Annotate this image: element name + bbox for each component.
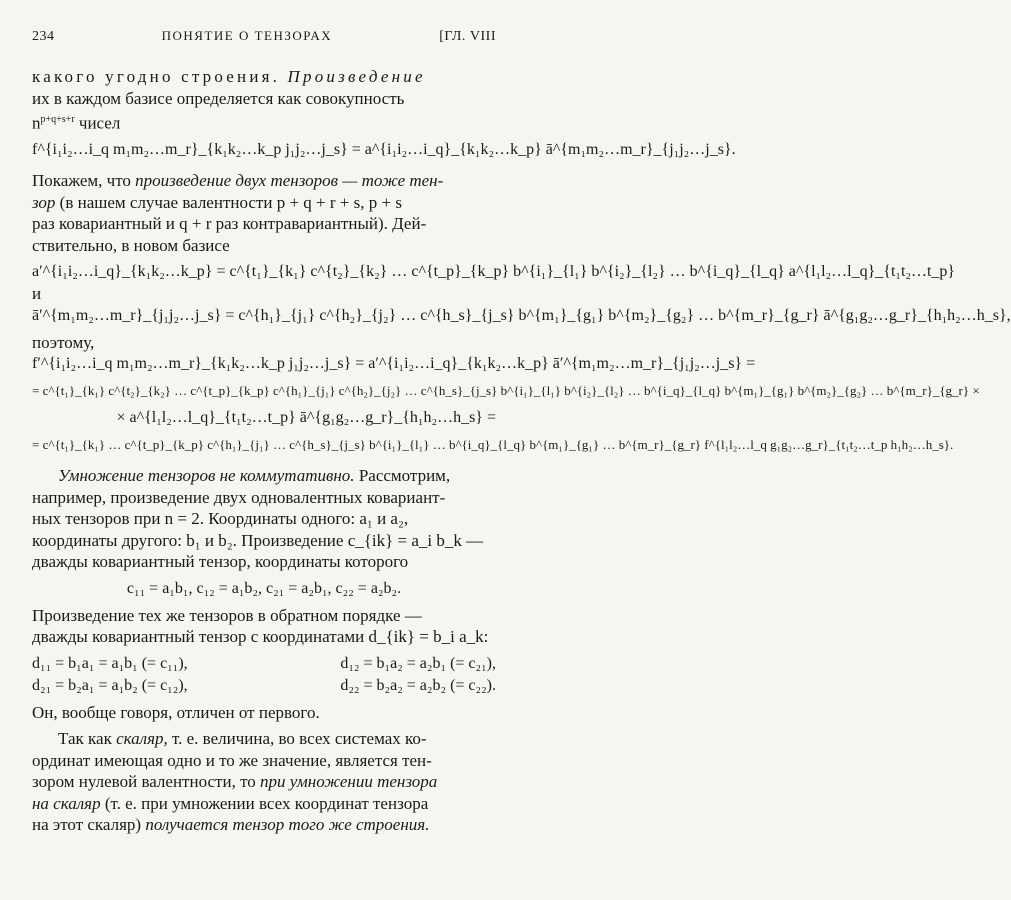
page-number: 234 [32,29,55,44]
chapter-label: [ГЛ. VIII [439,29,496,44]
equation-product-definition: f^{i₁i₂…i_q m₁m₂…m_r}_{k₁k₂…k_p j₁j₂…j_s} = a^{i₁i₂…i_q}_{k₁k₂…k_p} ā^{m₁m₂…m_r}_{j₁j₂…j_s}. [32,141,736,159]
text-line: какого угодно строения. Произведение [32,67,426,86]
text-line: раз ковариантный и q + r раз контравариантный). Дей- [32,214,427,234]
text-line: Покажем, что произведение двух тензоров — тоже тен- [32,171,444,191]
equation-d12: d₁₂ = b₁a₂ = a₂b₁ (= c₂₁), [340,654,496,672]
text-line: Произведение тех же тензоров в обратном порядке — [32,605,422,625]
text-line: Умножение тензоров не коммутативно. Рассмотрим, [58,466,451,486]
equation-d-row-1 [32,653,496,675]
text-line: на этот скаляр) получается тензор того же строения. [32,815,430,835]
text-line: Так как скаляр, т. е. величина, во всех системах ко- [58,729,427,749]
text-line: дважды ковариантный тензор с координатами d_{ik} = b_i a_k: [32,627,489,647]
running-title: ПОНЯТИЕ О ТЕНЗОРАХ [161,28,333,43]
equation-transform-a: a′^{i₁i₂…i_q}_{k₁k₂…k_p} = c^{t₁}_{k₁} c^{t₂}_{k₂} … c^{t_p}_{k_p} b^{i₁}_{l₁} b^{i₂}_{l₂} … b^{i_q}_{l_q} a^{l₁l₂…l_q}_{t₁t₂…t_p} [32,263,956,281]
text-line: ординат имеющая одно и то же значение, является тен- [32,750,432,770]
text-line: $n^{p+q+s+r}$ чисел [32,113,121,133]
text-line: и [32,284,42,304]
page-header [32,28,496,45]
equation-d22: d₂₂ = b₂a₂ = a₂b₂ (= c₂₂). [340,676,496,694]
equation-expansion-2: × a^{l₁l₂…l_q}_{t₁t₂…t_p} ā^{g₁g₂…g_r}_{h₁h₂…h_s} = [116,409,496,427]
equation-expansion-3: = c^{t₁}_{k₁} … c^{t_p}_{k_p} c^{h₁}_{j₁} … c^{h_s}_{j_s} b^{i₁}_{l₁} … b^{i_q}_{l_q} b^{m₁}_{g₁} … b^{m_r}_{g_r} f^{l₁l₂…l_q g₁g₂…g_r}_{t₁t₂…t_p h₁h₂…h_s}. [32,437,954,453]
equation-expansion-1: = c^{t₁}_{k₁} c^{t₂}_{k₂} … c^{t_p}_{k_p} c^{h₁}_{j₁} c^{h₂}_{j₂} … c^{h_s}_{j_s} b^{i₁}_{l₁} b^{i₂}_{l₂} … b^{i_q}_{l_q} b^{m₁}_{g₁} b^{m₂}_{g₂} … b^{m_r}_{g_r} × [32,383,980,399]
book-page [32,28,1011,836]
text-line: на скаляр (т. е. при умножении всех координат тензора [32,793,429,813]
equation-f-prime: f′^{i₁i₂…i_q m₁m₂…m_r}_{k₁k₂…k_p j₁j₂…j_s} = a′^{i₁i₂…i_q}_{k₁k₂…k_p} ā′^{m₁m₂…m_r}_{j₁j₂…j_s} = [32,355,756,373]
text-line: ствительно, в новом базисе [32,235,230,255]
text-line: координаты другого: b₁ и b₂. Произведение c_{ik} = a_i b_k — [32,530,484,550]
equation-d11: d₁₁ = b₁a₁ = a₁b₁ (= c₁₁), [32,654,188,672]
text-line: зор (в нашем случае валентности p + q + r + s, p + s [32,192,402,212]
equation-d-row-2 [32,675,496,697]
equation-transform-abar: ā′^{m₁m₂…m_r}_{j₁j₂…j_s} = c^{h₁}_{j₁} c^{h₂}_{j₂} … c^{h_s}_{j_s} b^{m₁}_{g₁} b^{m₂}_{g₂} … b^{m_r}_{g_r} ā^{g₁g₂…g_r}_{h₁h₂…h_s}, [32,306,1011,324]
text-line: Он, вообще говоря, отличен от первого. [32,702,320,722]
text-line: их в каждом базисе определяется как совокупность [32,88,405,108]
text-line: например, произведение двух одновалентных ковариант- [32,487,446,507]
text-line: зором нулевой валентности, то при умножении тензора [32,772,438,792]
equation-d21: d₂₁ = b₂a₁ = a₁b₂ (= c₁₂), [32,676,188,694]
text-line: поэтому, [32,332,95,352]
equation-c-components: c₁₁ = a₁b₁, c₁₂ = a₁b₂, c₂₁ = a₂b₁, c₂₂ = a₂b₂. [126,579,402,597]
text-line: ных тензоров при n = 2. Координаты одного: a₁ и a₂, [32,509,409,529]
text-line: дважды ковариантный тензор, координаты которого [32,552,409,572]
